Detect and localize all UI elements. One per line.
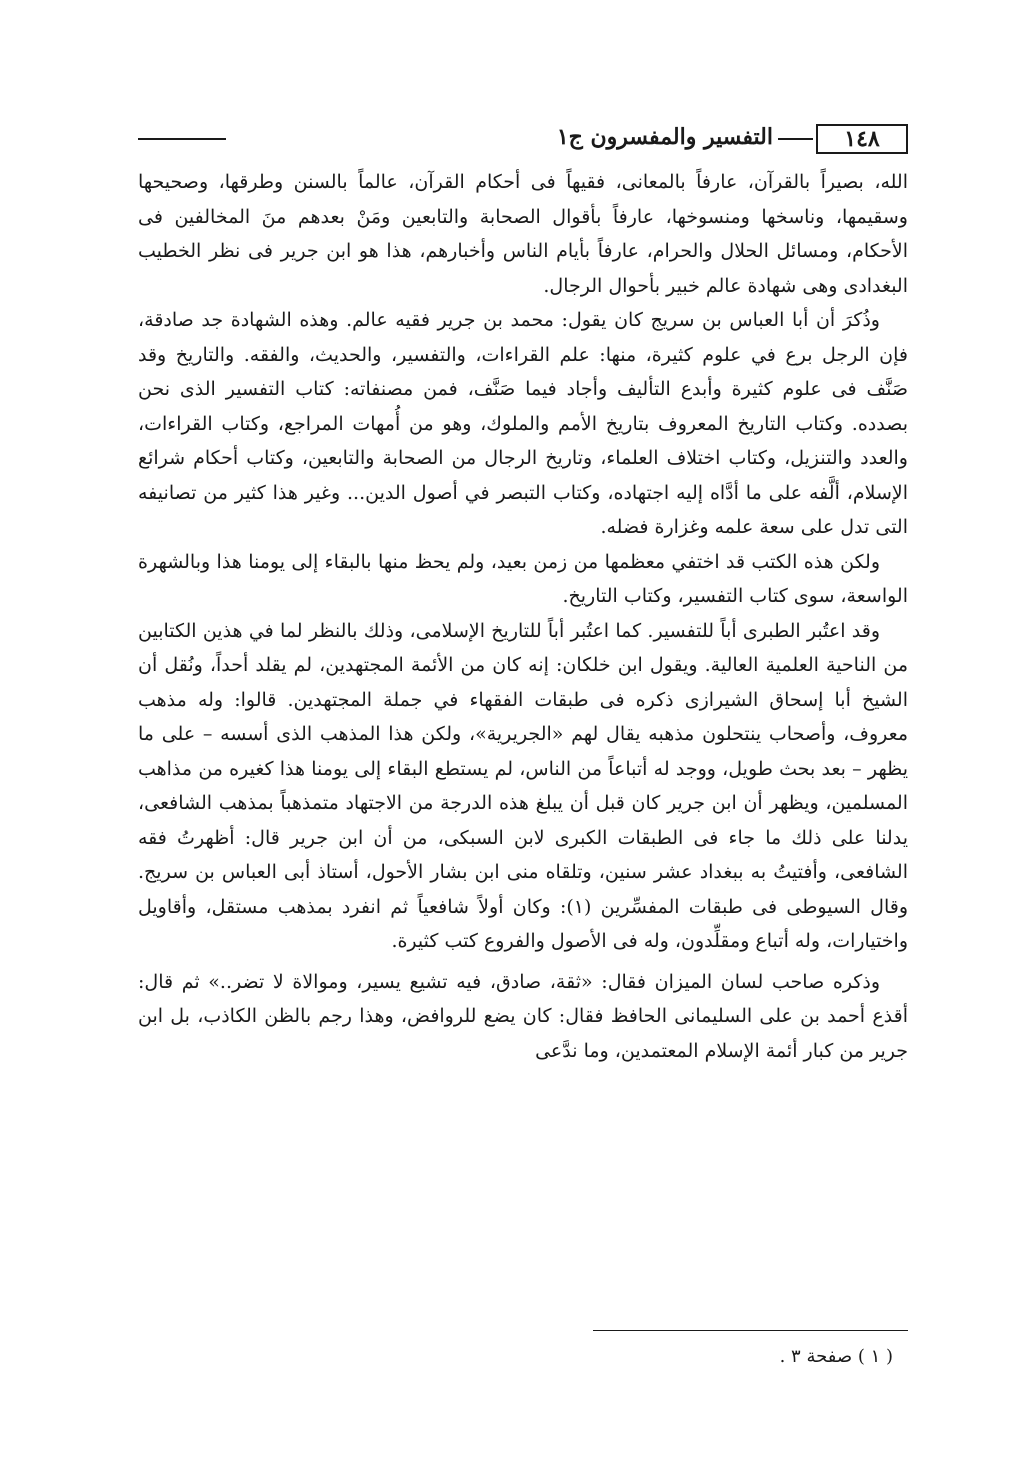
paragraph: ولكن هذه الكتب قد اختفي معظمها من زمن بعيد، ولم يحظ منها بالبقاء إلى يومنا هذا وبالشهرة الواسعة، سوى كتاب التفسير، وكتاب التاريخ. — [138, 550, 908, 607]
running-title: التفسير والمفسرون ج١ — [556, 124, 773, 150]
paragraph: وقد اعتُبر الطبرى أباً للتفسير. كما اعتُبر أباً للتاريخ الإسلامى، وذلك بالنظر لما في هذين الكتابين من الناحية العلمية العالية. ويقول ابن خلكان: إنه كان من الأئمة المجتهدين، لم يقلد أحداً، ونُقل أن الشيخ أبا إسحاق الشيرازى ذكره فى طبقات الفقهاء في جملة المجتهدين. قالوا: وله مذهب معروف، وأصحاب ينتحلون مذهبه يقال لهم «الجريرية»، ولكن هذا المذهب الذى أسسه – على ما يظهر – بعد بحث طويل، ووجد له أتباعاً من الناس، لم يستطع البقاء إلى يومنا هذا كغيره من مذاهب المسلمين، ويظهر أن ابن جرير كان قبل أن يبلغ هذه الدرجة من الاجتهاد متمذهباً بمذهب الشافعى، يدلنا على ذلك ما جاء فى الطبقات الكبرى لابن السبكى، من أن ابن جرير قال: أظهرتُ فقه الشافعى، وأفتيتُ به ببغداد عشر سنين، وتلقاه منى ابن بشار الأحول، أستاذ أبى العباس بن سريج. وقال السيوطى فى طبقات المفسِّرين (١): وكان أولاً شافعياً ثم انفرد بمذهب مستقل، وأقاويل واختيارات، وله أتباع ومقلِّدون، وله فى الأصول والفروع كتب كثيرة. — [138, 619, 908, 952]
main-text — [138, 165, 908, 1068]
paragraph: وذكره صاحب لسان الميزان فقال: «ثقة، صادق، فيه تشيع يسير، وموالاة لا تضر..» ثم قال: أقذع أحمد بن على السليمانى الحافظ فقال: كان يضع للروافض، وهذا رجم بالظن الكاذب، بل ابن جرير من كبار أئمة الإسلام المعتمدين، وما ندَّعى — [138, 970, 908, 1062]
footnote-divider — [593, 1330, 908, 1331]
header-rule-left — [138, 138, 226, 140]
paragraph: الله، بصيراً بالقرآن، عارفاً بالمعانى، فقيهاً فى أحكام القرآن، عالماً بالسنن وطرقها، وصحيحها وسقيمها، وناسخها ومنسوخها، عارفاً بأقوال الصحابة والتابعين ومَنْ بعدهم منَ المخالفين فى الأحكام، ومسائل الحلال والحرام، عارفاً بأيام الناس وأخبارهم، هذا هو ابن جرير فى نظر الخطيب البغدادى وهى شهادة عالم خبير بأحوال الرجال. — [138, 171, 908, 297]
paragraph: وذُكرَ أن أبا العباس بن سريج كان يقول: محمد بن جرير فقيه عالم. وهذه الشهادة جد صادقة، فإن الرجل برع في علوم كثيرة، منها: علم القراءات، والتفسير، والحديث، والفقه. والتاريخ وقد صَنَّف فى علوم كثيرة وأبدع التأليف وأجاد فيما صَنَّف، فمن مصنفاته: كتاب التفسير الذى نحن بصدده. وكتاب التاريخ المعروف بتاريخ الأمم والملوك، وهو من أُمهات المراجع، وكتاب القراءات، والعدد والتنزيل، وكتاب اختلاف العلماء، وتاريخ الرجال من الصحابة والتابعين، وكتاب أحكام شرائع الإسلام، ألَّفه على ما أدَّاه إليه اجتهاده، وكتاب التبصر في أصول الدين... وغير هذا كثير من تصانيفه التى تدل على سعة علمه وغزارة فضله. — [138, 309, 908, 538]
footnote: ( ١ ) صفحة ٣ . — [779, 1346, 893, 1367]
page-header — [138, 120, 908, 160]
header-rule-right — [778, 138, 813, 140]
page-number: ١٤٨ — [816, 124, 908, 154]
